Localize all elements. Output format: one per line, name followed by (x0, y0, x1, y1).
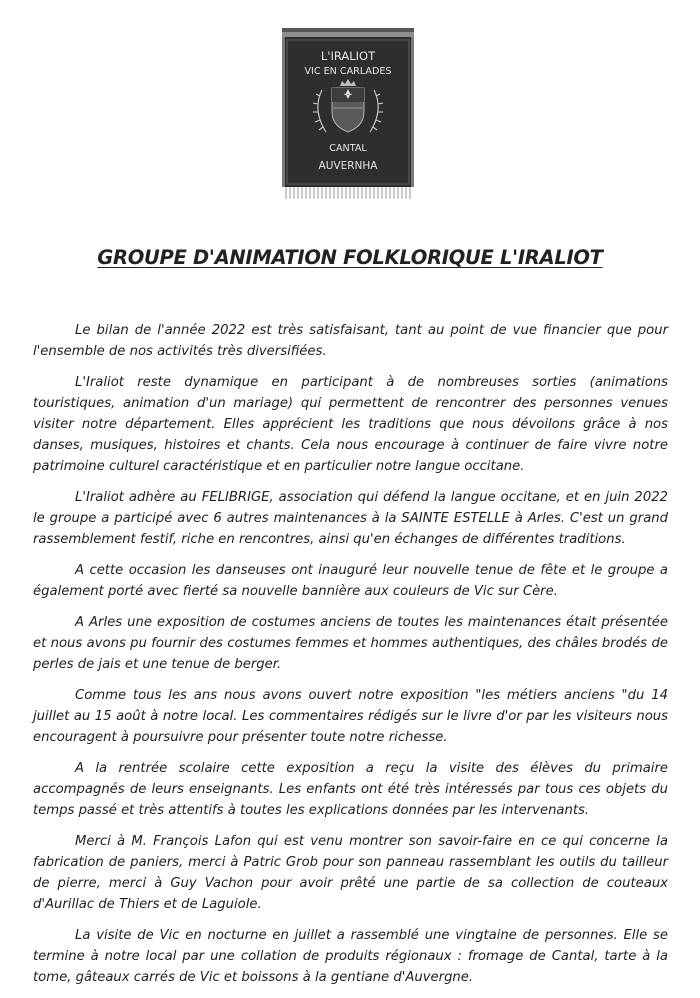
banner-line-1: L'IRALIOT (320, 49, 376, 63)
paragraph-4: A cette occasion les danseuses ont inauguré leur nouvelle tenue de fête et le groupe a également porté avec fierté sa nouvelle bannière aux couleurs de Vic sur Cère. (33, 563, 668, 599)
banner-line-2: VIC EN CARLADES (304, 66, 392, 77)
paragraph-9: La visite de Vic en nocturne en juillet a rassemblé une vingtaine de personnes. Elle se termine à notre local par une collation de produits régionaux : fromage de Cantal, tarte à la tome, gâteaux carrés de Vic et boissons à la gentiane d'Auvergne. (33, 928, 668, 985)
banner-fringe-top (282, 32, 414, 37)
paragraph-3: L'Iraliot adhère au FELIBRIGE, association qui défend la langue occitane, et en juin 2022 le groupe a participé avec 6 autres maintenances à la SAINTE ESTELLE à Arles. C'est un grand rassemblement festif, riche en rencontres, ainsi qu'en échanges de différentes traditions. (33, 490, 668, 547)
paragraph-6: Comme tous les ans nous avons ouvert notre exposition "les métiers anciens "du 14 juillet au 15 août à notre local. Les commentaires rédigés sur le livre d'or par les visiteurs nous encouragent à poursuivre pour présenter toute notre richesse. (33, 688, 668, 745)
banner-fringe-bottom (286, 187, 410, 199)
group-banner-image (282, 28, 414, 200)
banner-line-3: CANTAL (329, 143, 367, 154)
paragraph-1: Le bilan de l'année 2022 est très satisfaisant, tant au point de vue financier que pour l'ensemble de nos activités très diversifiées. (33, 323, 668, 359)
paragraph-7: A la rentrée scolaire cette exposition a reçu la visite des élèves du primaire accompagnés de leurs enseignants. Les enfants ont été très intéressés par tous ces objets du temps passé et très attentifs à toutes les explications données par les intervenants. (33, 761, 668, 818)
document-title: GROUPE D'ANIMATION FOLKLORIQUE L'IRALIOT (97, 246, 603, 269)
banner-line-4: AUVERNHA (318, 160, 378, 172)
paragraph-8: Merci à M. François Lafon qui est venu montrer son savoir-faire en ce qui concerne la fabrication de paniers, merci à Patric Grob pour son panneau rassemblant les outils du tailleur de pierre, merci à Guy Vachon pour avoir prêté une partie de sa collection de couteaux d'Aurillac de Thiers et de Laguiole. (33, 834, 668, 912)
paragraph-5: A Arles une exposition de costumes anciens de toutes les maintenances était présentée et nous avons pu fournir des costumes femmes et hommes authentiques, des châles brodés de perles de jais et une tenue de berger. (33, 615, 668, 672)
document-body (33, 320, 668, 998)
coat-of-arms-shield-icon (332, 88, 364, 132)
paragraph-2: L'Iraliot reste dynamique en participant à de nombreuses sorties (animations touristiques, animation d'un mariage) qui permettent de rencontrer des personnes venues visiter notre département. Elles apprécient les traditions que nous dévoilons grâce à nos danses, musiques, histoires et chants. Cela nous encourage à continuer de faire vivre notre patrimoine culturel caractéristique et en particulier notre langue occitane. (33, 375, 668, 474)
